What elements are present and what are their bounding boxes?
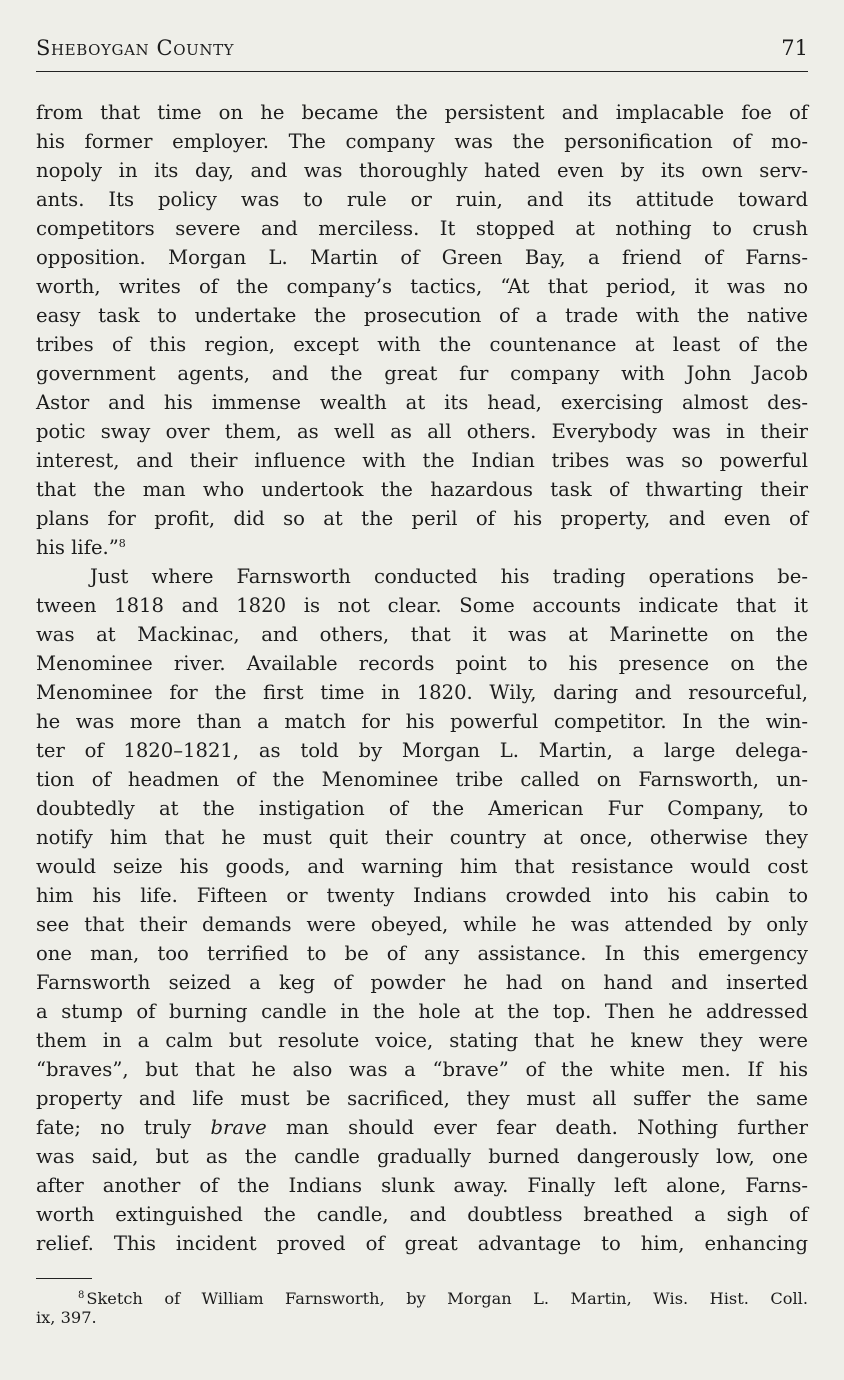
text-line: competitors severe and merciless. It stopped at nothing to crush [36,217,808,240]
text-line: tribes of this region, except with the countenance at least of the [36,333,808,356]
body-text [36,98,808,1258]
text-line: nopoly in its day, and was thoroughly hated even by its own serv- [36,159,808,182]
running-head: Sheboygan County [36,36,235,60]
text-line: government agents, and the great fur company with John Jacob [36,362,808,385]
text-line: property and life must be sacrificed, they must all suffer the same [36,1087,808,1110]
text-line: his life.” [36,536,119,559]
text-line: see that their demands were obeyed, while he was attended by only [36,913,808,936]
footnote-rule [36,1278,92,1279]
text-line: them in a calm but resolute voice, stating that he knew they were [36,1029,808,1052]
text-line: a stump of burning candle in the hole at the top. Then he addressed [36,1000,808,1023]
text-line: worth extinguished the candle, and doubtless breathed a sigh of [36,1203,808,1226]
footnote-line [36,1289,808,1308]
text-line: easy task to undertake the prosecution of a trade with the native [36,304,808,327]
text-line: notify him that he must quit their country at once, otherwise they [36,826,808,849]
footnote-marker: 8 [78,1290,85,1301]
text-line: he was more than a match for his powerful competitor. In the win- [36,710,808,733]
text-line: him his life. Fifteen or twenty Indians crowded into his cabin to [36,884,808,907]
text-line: would seize his goods, and warning him that resistance would cost [36,855,808,878]
text-line: interest, and their influence with the Indian tribes was so powerful [36,449,808,472]
text-line: fate; no truly [36,1116,192,1139]
text-line-with-note [36,533,808,562]
page-number: 71 [781,36,808,60]
text-line: was at Mackinac, and others, that it was at Marinette on the [36,623,808,646]
text-line: tion of headmen of the Menominee tribe called on Farnsworth, un- [36,768,808,791]
text-line: man should ever fear death. Nothing further [285,1116,808,1139]
text-line: ants. Its policy was to rule or ruin, and its attitude toward [36,188,808,211]
text-line: opposition. Morgan L. Martin of Green Bay, a friend of Farns- [36,246,808,269]
text-line: ter of 1820–1821, as told by Morgan L. Martin, a large delega- [36,739,808,762]
text-line: after another of the Indians slunk away. Finally left alone, Farns- [36,1174,808,1197]
footnote-line-continued: ix, 397. [36,1308,97,1327]
text-line: potic sway over them, as well as all others. Everybody was in their [36,420,808,443]
text-line: was said, but as the candle gradually burned dangerously low, one [36,1145,808,1168]
text-line: relief. This incident proved of great advantage to him, enhancing [36,1232,808,1255]
text-line: his former employer. The company was the personification of mo- [36,130,808,153]
text-line: tween 1818 and 1820 is not clear. Some accounts indicate that it [36,594,808,617]
text-line: from that time on he became the persistent and implacable foe of [36,101,808,124]
text-line: Astor and his immense wealth at its head, exercising almost des- [36,391,808,414]
text-line: Menominee river. Available records point to his presence on the [36,652,808,675]
text-line: “braves”, but that he also was a “brave” of the white men. If his [36,1058,808,1081]
footnote-reference: 8 [118,537,126,550]
footnote-text: Sketch of William Farnsworth, by Morgan L. Martin, Wis. Hist. Coll. [86,1289,808,1308]
text-line: doubtedly at the instigation of the American Fur Company, to [36,797,808,820]
paragraph-first-line: Just where Farnsworth conducted his trading operations be- [90,565,808,588]
text-line: that the man who undertook the hazardous task of thwarting their [36,478,808,501]
text-line: worth, writes of the company’s tactics, “At that period, it was no [36,275,808,298]
text-line-with-italic [36,1113,808,1142]
text-line: one man, too terrified to be of any assistance. In this emergency [36,942,808,965]
footnote [36,1289,808,1327]
text-line: plans for profit, did so at the peril of his property, and even of [36,507,808,530]
italic-word: brave [210,1116,267,1139]
page-header [36,36,808,60]
header-rule [36,71,808,72]
text-line: Menominee for the first time in 1820. Wily, daring and resourceful, [36,681,808,704]
text-line: Farnsworth seized a keg of powder he had on hand and inserted [36,971,808,994]
